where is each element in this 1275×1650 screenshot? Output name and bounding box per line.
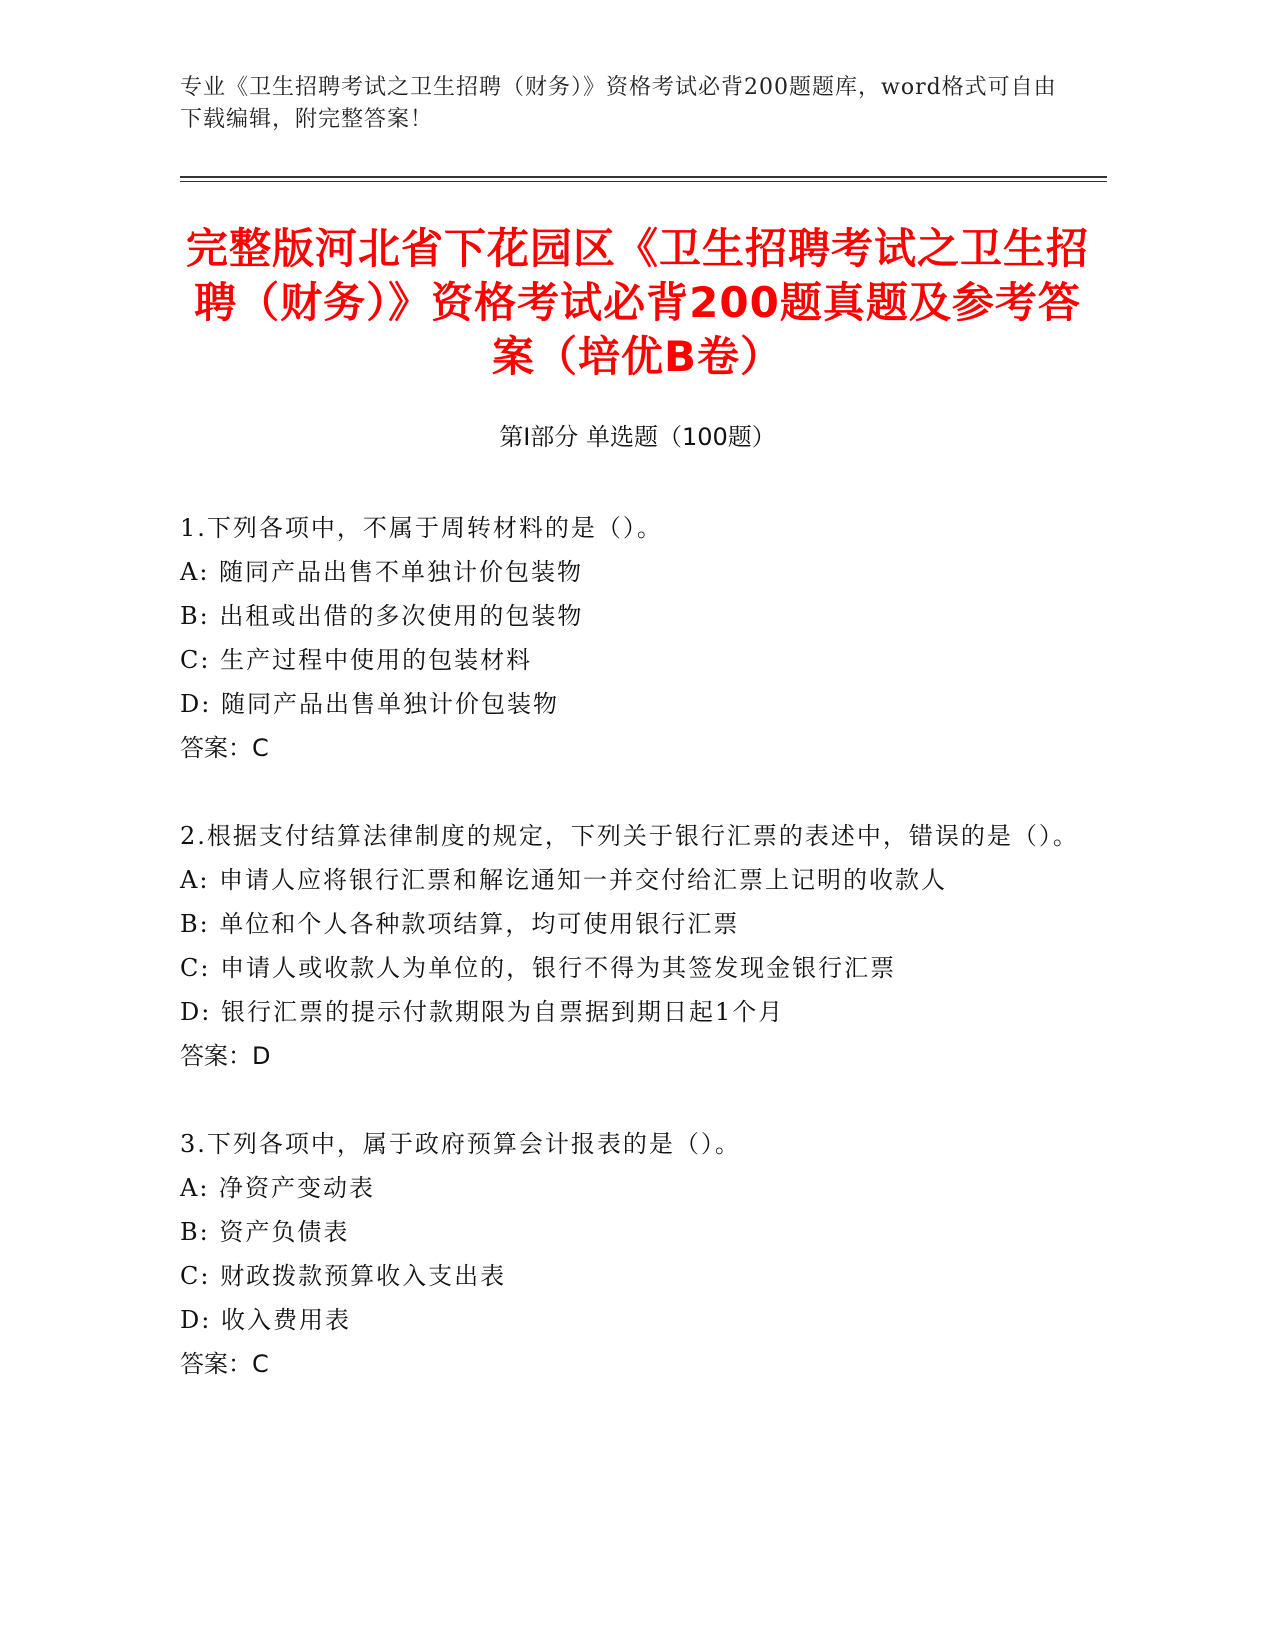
option-d: D: 银行汇票的提示付款期限为自票据到期日起1个月 [180, 998, 785, 1026]
document-title: 完整版河北省下花园区《卫生招聘考试之卫生招聘（财务）》资格考试必背200题真题及参考答案（培优B卷） [185, 224, 1089, 381]
answer-line: 答案：C [180, 734, 269, 762]
question-list [180, 506, 1080, 1430]
option-a: A: 随同产品出售不单独计价包装物 [180, 558, 584, 586]
answer-line: 答案：C [180, 1350, 269, 1378]
section-title: 第I部分 单选题（100题） [499, 423, 776, 451]
option-c: C: 生产过程中使用的包装材料 [180, 646, 533, 674]
option-b: B: 单位和个人各种款项结算，均可使用银行汇票 [180, 910, 740, 938]
option-d: D: 收入费用表 [180, 1306, 351, 1334]
question-stem: 2.根据支付结算法律制度的规定，下列关于银行汇票的表述中，错误的是（）。 [180, 822, 1079, 850]
option-a: A: 申请人应将银行汇票和解讫通知一并交付给汇票上记明的收款人 [180, 866, 948, 894]
header-divider-thin [180, 181, 1107, 182]
option-b: B: 出租或出借的多次使用的包装物 [180, 602, 584, 630]
option-c: C: 申请人或收款人为单位的，银行不得为其签发现金银行汇票 [180, 954, 897, 982]
question-3 [180, 1122, 1080, 1386]
question-2 [180, 814, 1080, 1078]
question-stem: 3.下列各项中，属于政府预算会计报表的是（）。 [180, 1130, 741, 1158]
question-1 [180, 506, 1080, 770]
header-note: 专业《卫生招聘考试之卫生招聘（财务）》资格考试必背200题题库，word格式可自由下载编辑，附完整答案！ [180, 75, 1057, 132]
option-d: D: 随同产品出售单独计价包装物 [180, 690, 559, 718]
option-b: B: 资产负债表 [180, 1218, 350, 1246]
answer-line: 答案：D [180, 1042, 271, 1070]
option-a: A: 净资产变动表 [180, 1174, 376, 1202]
header-divider-thick [180, 176, 1107, 178]
question-stem: 1.下列各项中，不属于周转材料的是（）。 [180, 514, 663, 542]
option-c: C: 财政拨款预算收入支出表 [180, 1262, 507, 1290]
